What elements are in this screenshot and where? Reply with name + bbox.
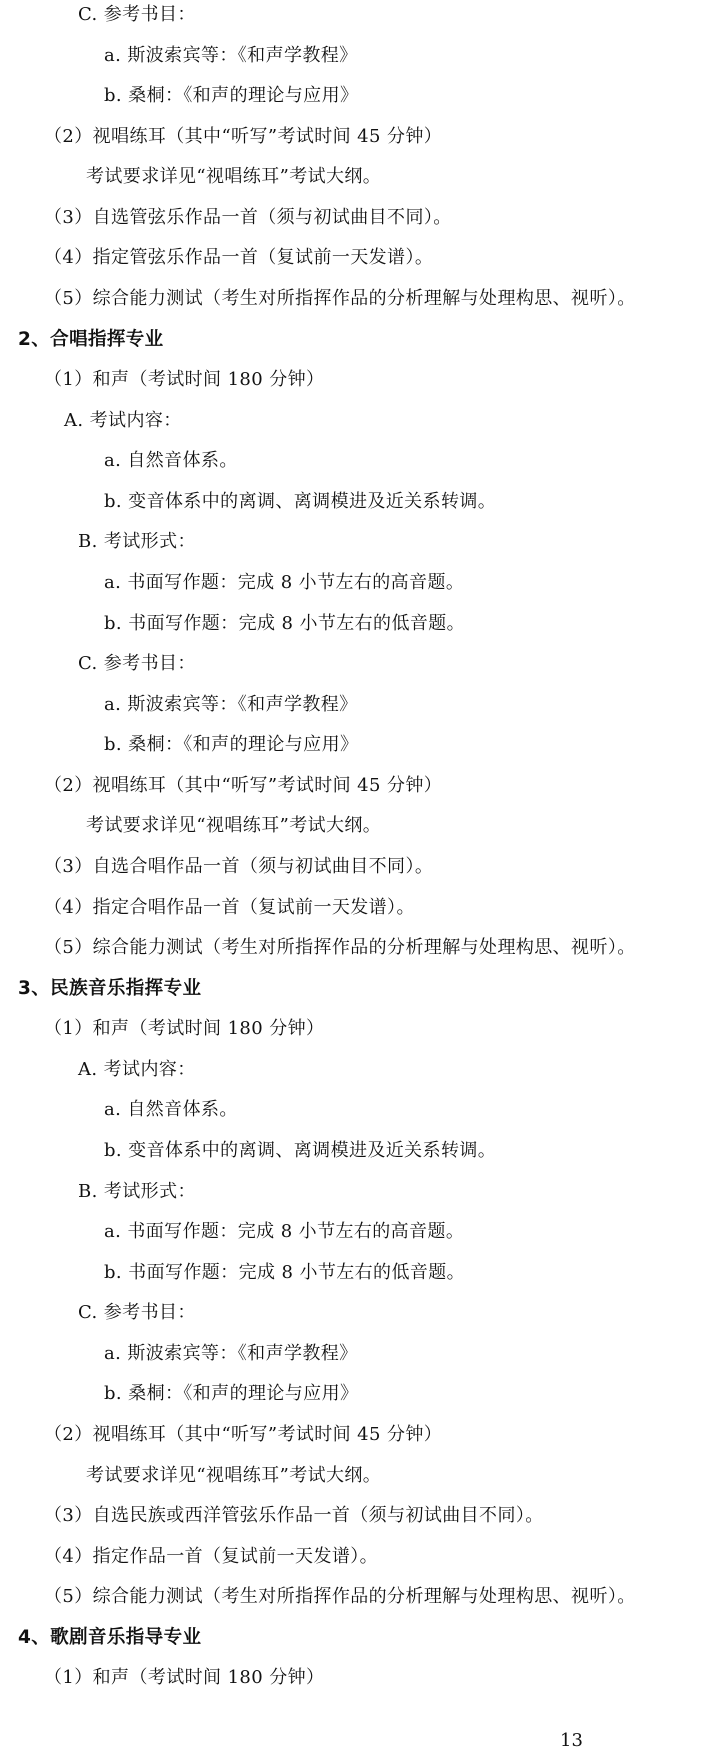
doc-line: （5）综合能力测试（考生对所指挥作品的分析理解与处理构思、视听）。 — [44, 937, 636, 958]
doc-line: （1）和声（考试时间 180 分钟） — [44, 1018, 325, 1039]
doc-line: b. 桑桐：《和声的理论与应用》 — [104, 1383, 359, 1404]
doc-line: a. 斯波索宾等：《和声学教程》 — [104, 1343, 358, 1364]
doc-line: C. 参考书目： — [78, 4, 196, 25]
doc-line: 考试要求详见“视唱练耳”考试大纲。 — [86, 166, 382, 187]
doc-line: （4）指定作品一首（复试前一天发谱）。 — [44, 1546, 379, 1567]
section-heading: 3、民族音乐指挥专业 — [18, 978, 202, 999]
doc-line: （1）和声（考试时间 180 分钟） — [44, 369, 325, 390]
doc-line: （1）和声（考试时间 180 分钟） — [44, 1667, 325, 1688]
doc-line: （3）自选合唱作品一首（须与初试曲目不同）。 — [44, 856, 434, 877]
doc-line: C. 参考书目： — [78, 653, 196, 674]
doc-line: b. 书面写作题：完成 8 小节左右的低音题。 — [104, 613, 466, 634]
doc-line: a. 书面写作题：完成 8 小节左右的高音题。 — [104, 572, 465, 593]
doc-line: （4）指定合唱作品一首（复试前一天发谱）。 — [44, 897, 415, 918]
doc-line: 考试要求详见“视唱练耳”考试大纲。 — [86, 1465, 382, 1486]
doc-line: （3）自选管弦乐作品一首（须与初试曲目不同）。 — [44, 207, 452, 228]
doc-line: a. 自然音体系。 — [104, 1099, 238, 1120]
doc-line: a. 斯波索宾等：《和声学教程》 — [104, 694, 358, 715]
doc-line: A. 考试内容： — [64, 410, 182, 431]
section-heading: 4、歌剧音乐指导专业 — [18, 1627, 202, 1648]
doc-line: （4）指定管弦乐作品一首（复试前一天发谱）。 — [44, 247, 434, 268]
doc-line: b. 桑桐：《和声的理论与应用》 — [104, 85, 359, 106]
page-number: 13 — [560, 1730, 583, 1751]
doc-line: b. 变音体系中的离调、离调模进及近关系转调。 — [104, 1140, 497, 1161]
doc-line: （5）综合能力测试（考生对所指挥作品的分析理解与处理构思、视听）。 — [44, 288, 636, 309]
doc-line: B. 考试形式： — [78, 1181, 196, 1202]
doc-line: （5）综合能力测试（考生对所指挥作品的分析理解与处理构思、视听）。 — [44, 1586, 636, 1607]
doc-line: b. 桑桐：《和声的理论与应用》 — [104, 734, 359, 755]
doc-line: b. 变音体系中的离调、离调模进及近关系转调。 — [104, 491, 497, 512]
doc-line: a. 斯波索宾等：《和声学教程》 — [104, 45, 358, 66]
doc-line: 考试要求详见“视唱练耳”考试大纲。 — [86, 815, 382, 836]
doc-line: b. 书面写作题：完成 8 小节左右的低音题。 — [104, 1262, 466, 1283]
doc-line: （2）视唱练耳（其中“听写”考试时间 45 分钟） — [44, 1424, 443, 1445]
doc-line: （2）视唱练耳（其中“听写”考试时间 45 分钟） — [44, 775, 443, 796]
doc-line: C. 参考书目： — [78, 1302, 196, 1323]
section-heading: 2、合唱指挥专业 — [18, 329, 164, 350]
doc-line: A. 考试内容： — [78, 1059, 196, 1080]
doc-line: a. 自然音体系。 — [104, 450, 238, 471]
doc-line: B. 考试形式： — [78, 531, 196, 552]
doc-line: （3）自选民族或西洋管弦乐作品一首（须与初试曲目不同）。 — [44, 1505, 544, 1526]
doc-line: a. 书面写作题：完成 8 小节左右的高音题。 — [104, 1221, 465, 1242]
doc-line: （2）视唱练耳（其中“听写”考试时间 45 分钟） — [44, 126, 443, 147]
